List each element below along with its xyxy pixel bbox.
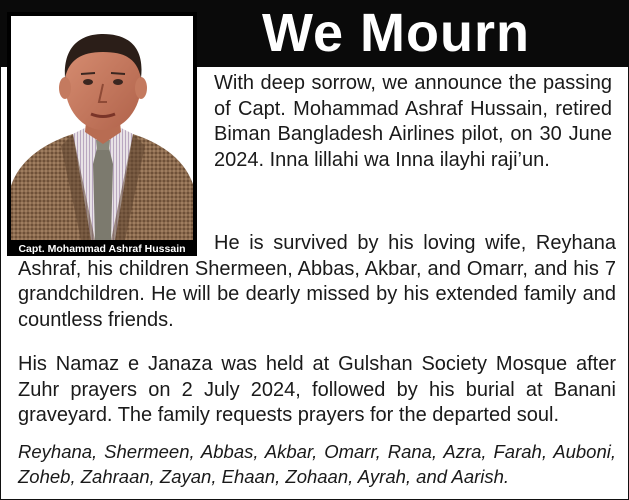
- family-signatories: Reyhana, Shermeen, Abbas, Akbar, Omarr, Rana, Azra, Farah, Auboni, Zoheb, Zahraan, Zayan, Ehaan, Zohaan, Ayrah, and Aarish.: [18, 441, 616, 487]
- survivors-paragraph: He is survived by his loving wife, Reyhana Ashraf, his children Shermeen, Abbas, Akbar, and Omarr, and his 7 grandchildren. He will be dearly missed by his extended family and countless friends.: [18, 232, 616, 331]
- announcement-paragraph: With deep sorrow, we announce the passing of Capt. Mohammad Ashraf Hussain, retired Biman Bangladesh Airlines pilot, on 30 June 2024. Inna lillahi wa Inna ilayhi raji’un.: [214, 72, 612, 171]
- portrait-caption: Capt. Mohammad Ashraf Hussain: [18, 243, 186, 255]
- notice-title: We Mourn: [262, 3, 530, 63]
- portrait-photo: [11, 16, 193, 240]
- janaza-paragraph: His Namaz e Janaza was held at Gulshan Society Mosque after Zuhr prayers on 2 July 2024, followed by his burial at Banani graveyard. The family requests prayers for the departed soul.: [18, 353, 616, 426]
- portrait-frame: [7, 12, 197, 256]
